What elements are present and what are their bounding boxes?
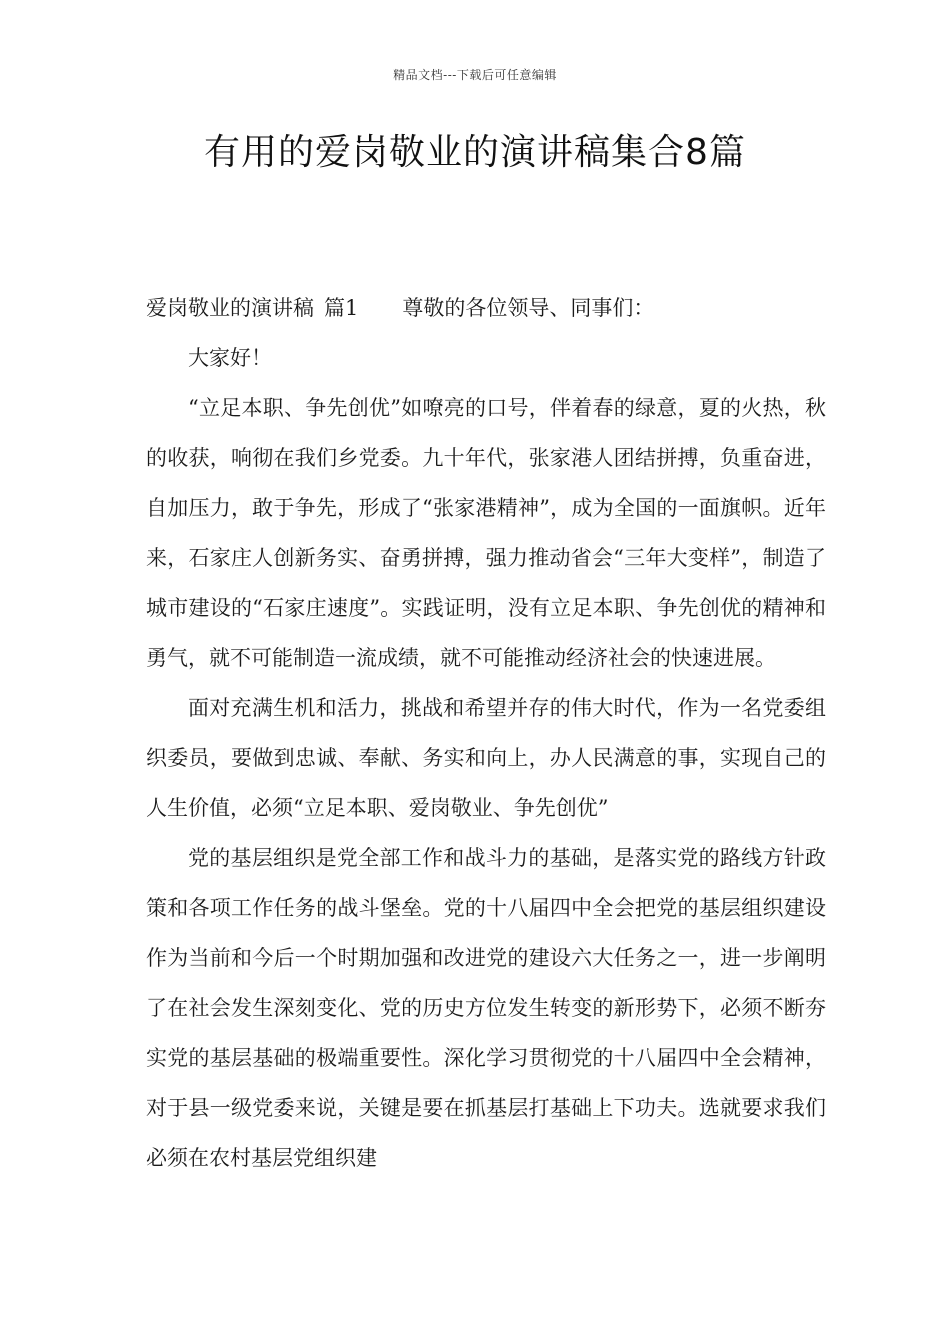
- paragraph-3: 党的基层组织是党全部工作和战斗力的基础，是落实党的路线方针政策和各项工作任务的战斗堡垒。党的十八届四中全会把党的基层组织建设作为当前和今后一个时期加强和改进党的建设六大任务之一，进一步阐明了在社会发生深刻变化、党的历史方位发生转变的新形势下，必须不断夯实党的基层基础的极端重要性。深化学习贯彻党的十八届四中全会精神，对于县一级党委来说，关键是要在抓基层打基础上下功夫。选就要求我们必须在农村基层党组织建: [146, 846, 826, 1170]
- section-label: 爱岗敬业的演讲稿: [146, 296, 314, 320]
- section-number: 篇1: [324, 296, 359, 320]
- header-note: 精品文档---下载后可任意编辑: [393, 68, 557, 82]
- section-intro-line: [146, 283, 826, 333]
- document-title: 有用的爱岗敬业的演讲稿集合8篇: [204, 132, 746, 173]
- paragraph-2: 面对充满生机和活力，挑战和希望并存的伟大时代，作为一名党委组织委员，要做到忠诚、奉献、务实和向上，办人民满意的事，实现自己的人生价值，必须“立足本职、爱岗敬业、争先创优”: [146, 696, 826, 820]
- document-body: [146, 283, 826, 1183]
- greeting: 大家好！: [188, 346, 272, 370]
- paragraph-1: “立足本职、争先创优”如嘹亮的口号，伴着春的绿意，夏的火热，秋的收获，响彻在我们乡党委。九十年代，张家港人团结拼搏，负重奋进，自加压力，敢于争先，形成了“张家港精神”，成为全国的一面旗帜。近年来，石家庄人创新务实、奋勇拼搏，强力推动省会“三年大变样”，制造了城市建设的“石家庄速度”。实践证明，没有立足本职、争先创优的精神和勇气，就不可能制造一流成绩，就不可能推动经济社会的快速进展。: [146, 396, 826, 670]
- salutation: 尊敬的各位领导、同事们：: [402, 296, 655, 320]
